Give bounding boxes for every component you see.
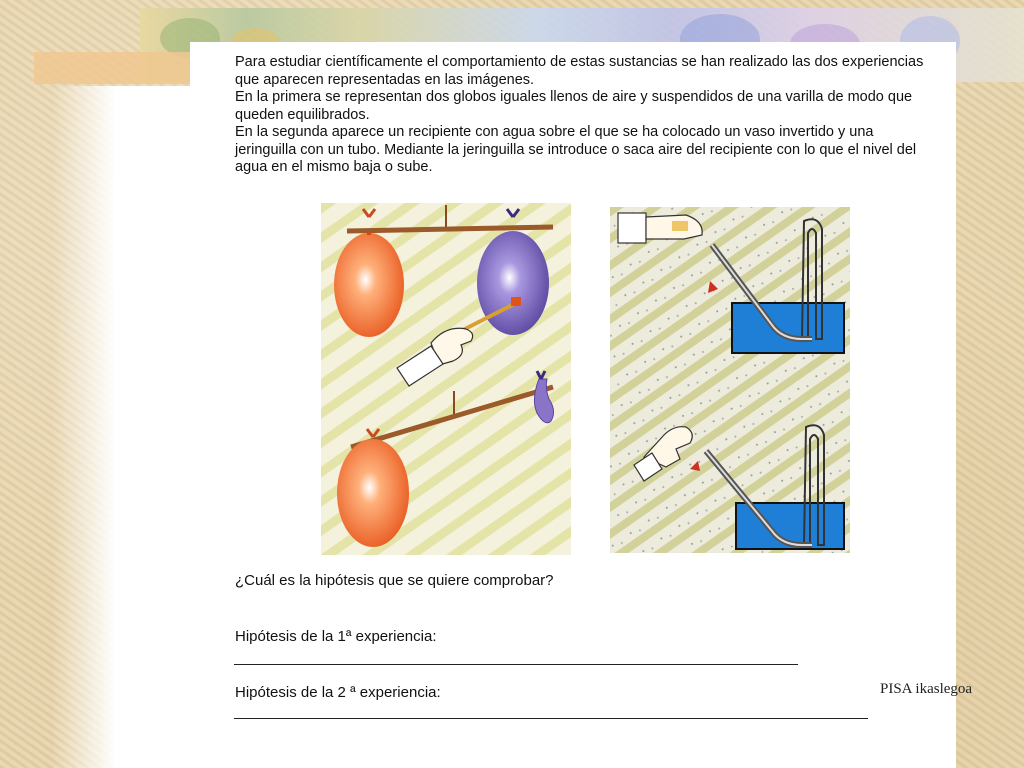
question-text: ¿Cuál es la hipótesis que se quiere comprobar? bbox=[235, 572, 554, 589]
syringe-experiment-figure bbox=[610, 207, 850, 553]
intro-paragraph-2: En la primera se representan dos globos iguales llenos de aire y suspendidos de una varilla de modo que queden equilibrados. bbox=[235, 89, 913, 123]
hypothesis-2-answer-line[interactable] bbox=[234, 718, 868, 719]
hypothesis-1-label: Hipótesis de la 1ª experiencia: bbox=[235, 628, 437, 645]
intro-text bbox=[235, 54, 925, 177]
intro-paragraph-1: Para estudiar científicamente el comportamiento de estas sustancias se han realizado las dos experiencias que aparecen representadas en las imágenes. bbox=[235, 54, 924, 88]
hypothesis-1-answer-line[interactable] bbox=[234, 664, 798, 665]
decorative-white-gradient bbox=[52, 86, 212, 768]
credit-text: PISA ikaslegoa bbox=[880, 681, 973, 697]
hypothesis-2-label: Hipótesis de la 2 ª experiencia: bbox=[235, 684, 441, 701]
balloon-experiment-figure bbox=[321, 203, 571, 555]
water-container-top bbox=[732, 303, 844, 353]
orange-balloon-bottom bbox=[337, 439, 409, 547]
decorative-orange-strip bbox=[34, 52, 194, 84]
orange-balloon-top bbox=[334, 233, 404, 337]
intro-paragraph-3: En la segunda aparece un recipiente con agua sobre el que se ha colocado un vaso invertido y una jeringuilla con un tubo. Mediante la jeringuilla se introduce o saca aire del recipiente con lo que el nivel del agua en el mismo baja o sube. bbox=[235, 124, 917, 175]
